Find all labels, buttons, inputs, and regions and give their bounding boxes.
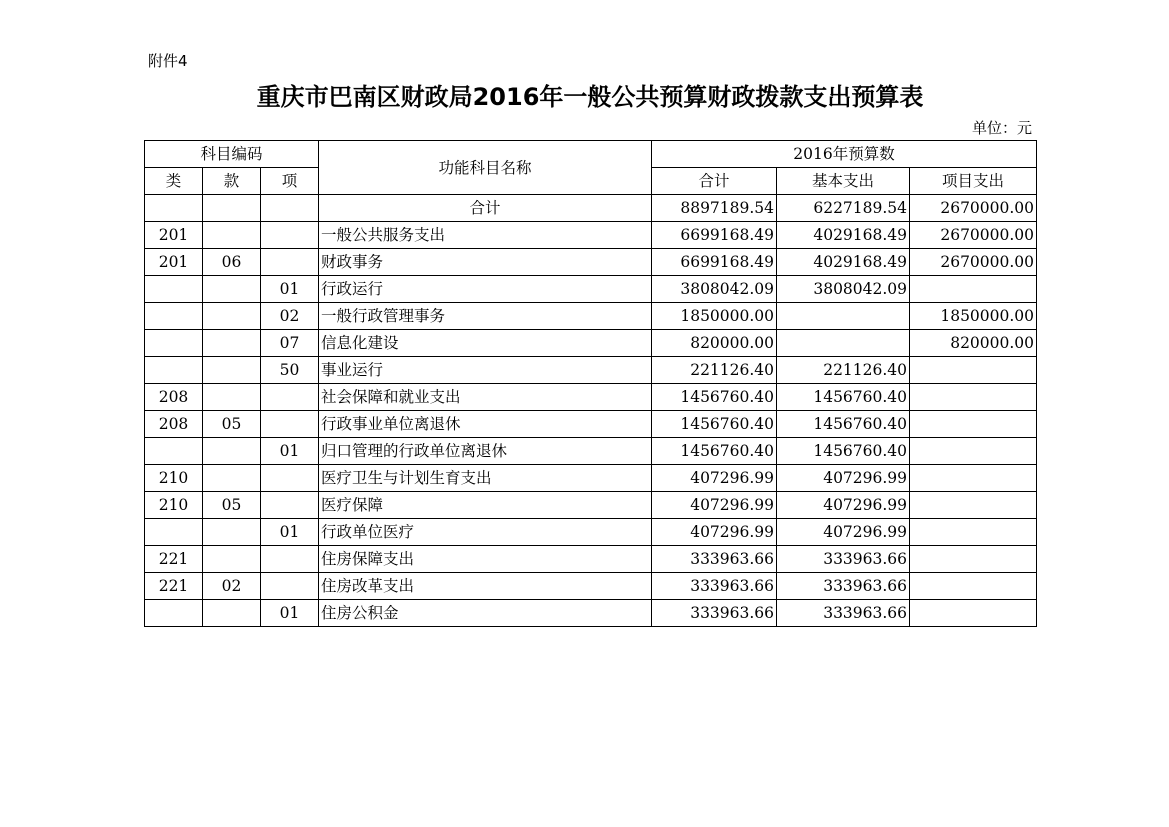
header-basic: 基本支出 bbox=[777, 168, 910, 195]
cell-basic: 1456760.40 bbox=[777, 411, 910, 438]
header-function-name: 功能科目名称 bbox=[319, 141, 652, 195]
cell-total: 820000.00 bbox=[652, 330, 777, 357]
cell-category-code: 208 bbox=[145, 411, 203, 438]
cell-category-code bbox=[145, 303, 203, 330]
cell-basic: 407296.99 bbox=[777, 465, 910, 492]
cell-project bbox=[910, 276, 1037, 303]
cell-section-code: 06 bbox=[203, 249, 261, 276]
table-row bbox=[145, 411, 1037, 438]
header-category: 类 bbox=[145, 168, 203, 195]
table-row bbox=[145, 384, 1037, 411]
cell-section-code bbox=[203, 546, 261, 573]
cell-project: 1850000.00 bbox=[910, 303, 1037, 330]
cell-category-code bbox=[145, 195, 203, 222]
cell-item-code: 02 bbox=[261, 303, 319, 330]
cell-total: 407296.99 bbox=[652, 465, 777, 492]
cell-section-code: 05 bbox=[203, 492, 261, 519]
cell-basic: 3808042.09 bbox=[777, 276, 910, 303]
cell-basic: 333963.66 bbox=[777, 546, 910, 573]
cell-section-code bbox=[203, 330, 261, 357]
cell-section-code bbox=[203, 357, 261, 384]
header-project: 项目支出 bbox=[910, 168, 1037, 195]
cell-category-code: 210 bbox=[145, 492, 203, 519]
cell-project bbox=[910, 600, 1037, 627]
cell-item-code bbox=[261, 465, 319, 492]
cell-category-code bbox=[145, 600, 203, 627]
cell-section-code bbox=[203, 519, 261, 546]
cell-project bbox=[910, 438, 1037, 465]
table-row bbox=[145, 600, 1037, 627]
cell-item-code bbox=[261, 384, 319, 411]
cell-total: 6699168.49 bbox=[652, 222, 777, 249]
table-row bbox=[145, 249, 1037, 276]
header-total: 合计 bbox=[652, 168, 777, 195]
table-row bbox=[145, 195, 1037, 222]
cell-basic: 1456760.40 bbox=[777, 438, 910, 465]
table-row bbox=[145, 438, 1037, 465]
cell-total: 407296.99 bbox=[652, 492, 777, 519]
cell-function-name: 行政运行 bbox=[319, 276, 652, 303]
cell-basic: 407296.99 bbox=[777, 492, 910, 519]
cell-item-code: 01 bbox=[261, 276, 319, 303]
cell-category-code bbox=[145, 357, 203, 384]
table-row bbox=[145, 492, 1037, 519]
cell-total: 1456760.40 bbox=[652, 384, 777, 411]
cell-section-code bbox=[203, 195, 261, 222]
cell-total: 3808042.09 bbox=[652, 276, 777, 303]
table-row bbox=[145, 546, 1037, 573]
cell-basic: 333963.66 bbox=[777, 600, 910, 627]
cell-section-code bbox=[203, 384, 261, 411]
cell-item-code: 01 bbox=[261, 600, 319, 627]
cell-total: 333963.66 bbox=[652, 600, 777, 627]
cell-project bbox=[910, 411, 1037, 438]
cell-item-code: 07 bbox=[261, 330, 319, 357]
cell-category-code bbox=[145, 438, 203, 465]
table-row bbox=[145, 330, 1037, 357]
table-row bbox=[145, 303, 1037, 330]
cell-category-code: 208 bbox=[145, 384, 203, 411]
cell-total: 407296.99 bbox=[652, 519, 777, 546]
cell-project: 2670000.00 bbox=[910, 195, 1037, 222]
cell-category-code: 221 bbox=[145, 546, 203, 573]
cell-item-code bbox=[261, 222, 319, 249]
budget-table bbox=[144, 140, 1037, 627]
cell-total: 333963.66 bbox=[652, 573, 777, 600]
cell-item-code: 01 bbox=[261, 519, 319, 546]
table-body bbox=[145, 195, 1037, 627]
cell-section-code bbox=[203, 465, 261, 492]
unit-label: 单位：元 bbox=[971, 119, 1032, 137]
cell-project: 2670000.00 bbox=[910, 249, 1037, 276]
cell-section-code: 02 bbox=[203, 573, 261, 600]
table-row bbox=[145, 357, 1037, 384]
cell-function-name: 住房保障支出 bbox=[319, 546, 652, 573]
cell-function-name: 行政事业单位离退休 bbox=[319, 411, 652, 438]
page-title: 重庆市巴南区财政局2016年一般公共预算财政拨款支出预算表 bbox=[256, 83, 924, 111]
header-item: 项 bbox=[261, 168, 319, 195]
table-row bbox=[145, 519, 1037, 546]
cell-section-code bbox=[203, 600, 261, 627]
cell-basic: 6227189.54 bbox=[777, 195, 910, 222]
cell-function-name: 住房公积金 bbox=[319, 600, 652, 627]
header-budget-2016: 2016年预算数 bbox=[652, 141, 1037, 168]
cell-total: 1456760.40 bbox=[652, 411, 777, 438]
table-row bbox=[145, 222, 1037, 249]
cell-function-name: 住房改革支出 bbox=[319, 573, 652, 600]
cell-category-code: 201 bbox=[145, 222, 203, 249]
cell-function-name: 医疗保障 bbox=[319, 492, 652, 519]
cell-function-name: 事业运行 bbox=[319, 357, 652, 384]
cell-project bbox=[910, 465, 1037, 492]
cell-function-name: 信息化建设 bbox=[319, 330, 652, 357]
cell-project bbox=[910, 492, 1037, 519]
cell-category-code bbox=[145, 519, 203, 546]
table-row bbox=[145, 573, 1037, 600]
cell-category-code: 210 bbox=[145, 465, 203, 492]
cell-project bbox=[910, 384, 1037, 411]
cell-section-code bbox=[203, 222, 261, 249]
cell-function-name: 一般公共服务支出 bbox=[319, 222, 652, 249]
cell-basic: 4029168.49 bbox=[777, 222, 910, 249]
cell-item-code: 50 bbox=[261, 357, 319, 384]
cell-basic: 4029168.49 bbox=[777, 249, 910, 276]
cell-section-code bbox=[203, 438, 261, 465]
cell-function-name: 行政单位医疗 bbox=[319, 519, 652, 546]
cell-total: 333963.66 bbox=[652, 546, 777, 573]
attachment-label: 附件4 bbox=[148, 52, 188, 70]
table-row bbox=[145, 276, 1037, 303]
cell-item-code bbox=[261, 249, 319, 276]
cell-basic: 333963.66 bbox=[777, 573, 910, 600]
cell-project: 2670000.00 bbox=[910, 222, 1037, 249]
cell-total: 8897189.54 bbox=[652, 195, 777, 222]
cell-basic: 1456760.40 bbox=[777, 384, 910, 411]
table-header bbox=[145, 141, 1037, 195]
cell-category-code: 221 bbox=[145, 573, 203, 600]
cell-basic: 221126.40 bbox=[777, 357, 910, 384]
cell-project bbox=[910, 573, 1037, 600]
header-subject-code: 科目编码 bbox=[145, 141, 319, 168]
cell-total: 6699168.49 bbox=[652, 249, 777, 276]
cell-section-code: 05 bbox=[203, 411, 261, 438]
cell-project bbox=[910, 546, 1037, 573]
cell-basic bbox=[777, 303, 910, 330]
cell-total: 1456760.40 bbox=[652, 438, 777, 465]
table-row bbox=[145, 465, 1037, 492]
cell-project bbox=[910, 357, 1037, 384]
cell-item-code bbox=[261, 573, 319, 600]
header-section: 款 bbox=[203, 168, 261, 195]
cell-item-code bbox=[261, 411, 319, 438]
cell-total: 221126.40 bbox=[652, 357, 777, 384]
cell-project bbox=[910, 519, 1037, 546]
cell-category-code: 201 bbox=[145, 249, 203, 276]
cell-function-name: 一般行政管理事务 bbox=[319, 303, 652, 330]
cell-section-code bbox=[203, 303, 261, 330]
cell-function-name: 合计 bbox=[319, 195, 652, 222]
cell-function-name: 医疗卫生与计划生育支出 bbox=[319, 465, 652, 492]
cell-project: 820000.00 bbox=[910, 330, 1037, 357]
cell-function-name: 财政事务 bbox=[319, 249, 652, 276]
cell-basic: 407296.99 bbox=[777, 519, 910, 546]
cell-item-code bbox=[261, 492, 319, 519]
cell-item-code bbox=[261, 546, 319, 573]
cell-section-code bbox=[203, 276, 261, 303]
cell-total: 1850000.00 bbox=[652, 303, 777, 330]
cell-item-code bbox=[261, 195, 319, 222]
cell-function-name: 归口管理的行政单位离退休 bbox=[319, 438, 652, 465]
cell-category-code bbox=[145, 276, 203, 303]
cell-function-name: 社会保障和就业支出 bbox=[319, 384, 652, 411]
cell-item-code: 01 bbox=[261, 438, 319, 465]
cell-basic bbox=[777, 330, 910, 357]
cell-category-code bbox=[145, 330, 203, 357]
